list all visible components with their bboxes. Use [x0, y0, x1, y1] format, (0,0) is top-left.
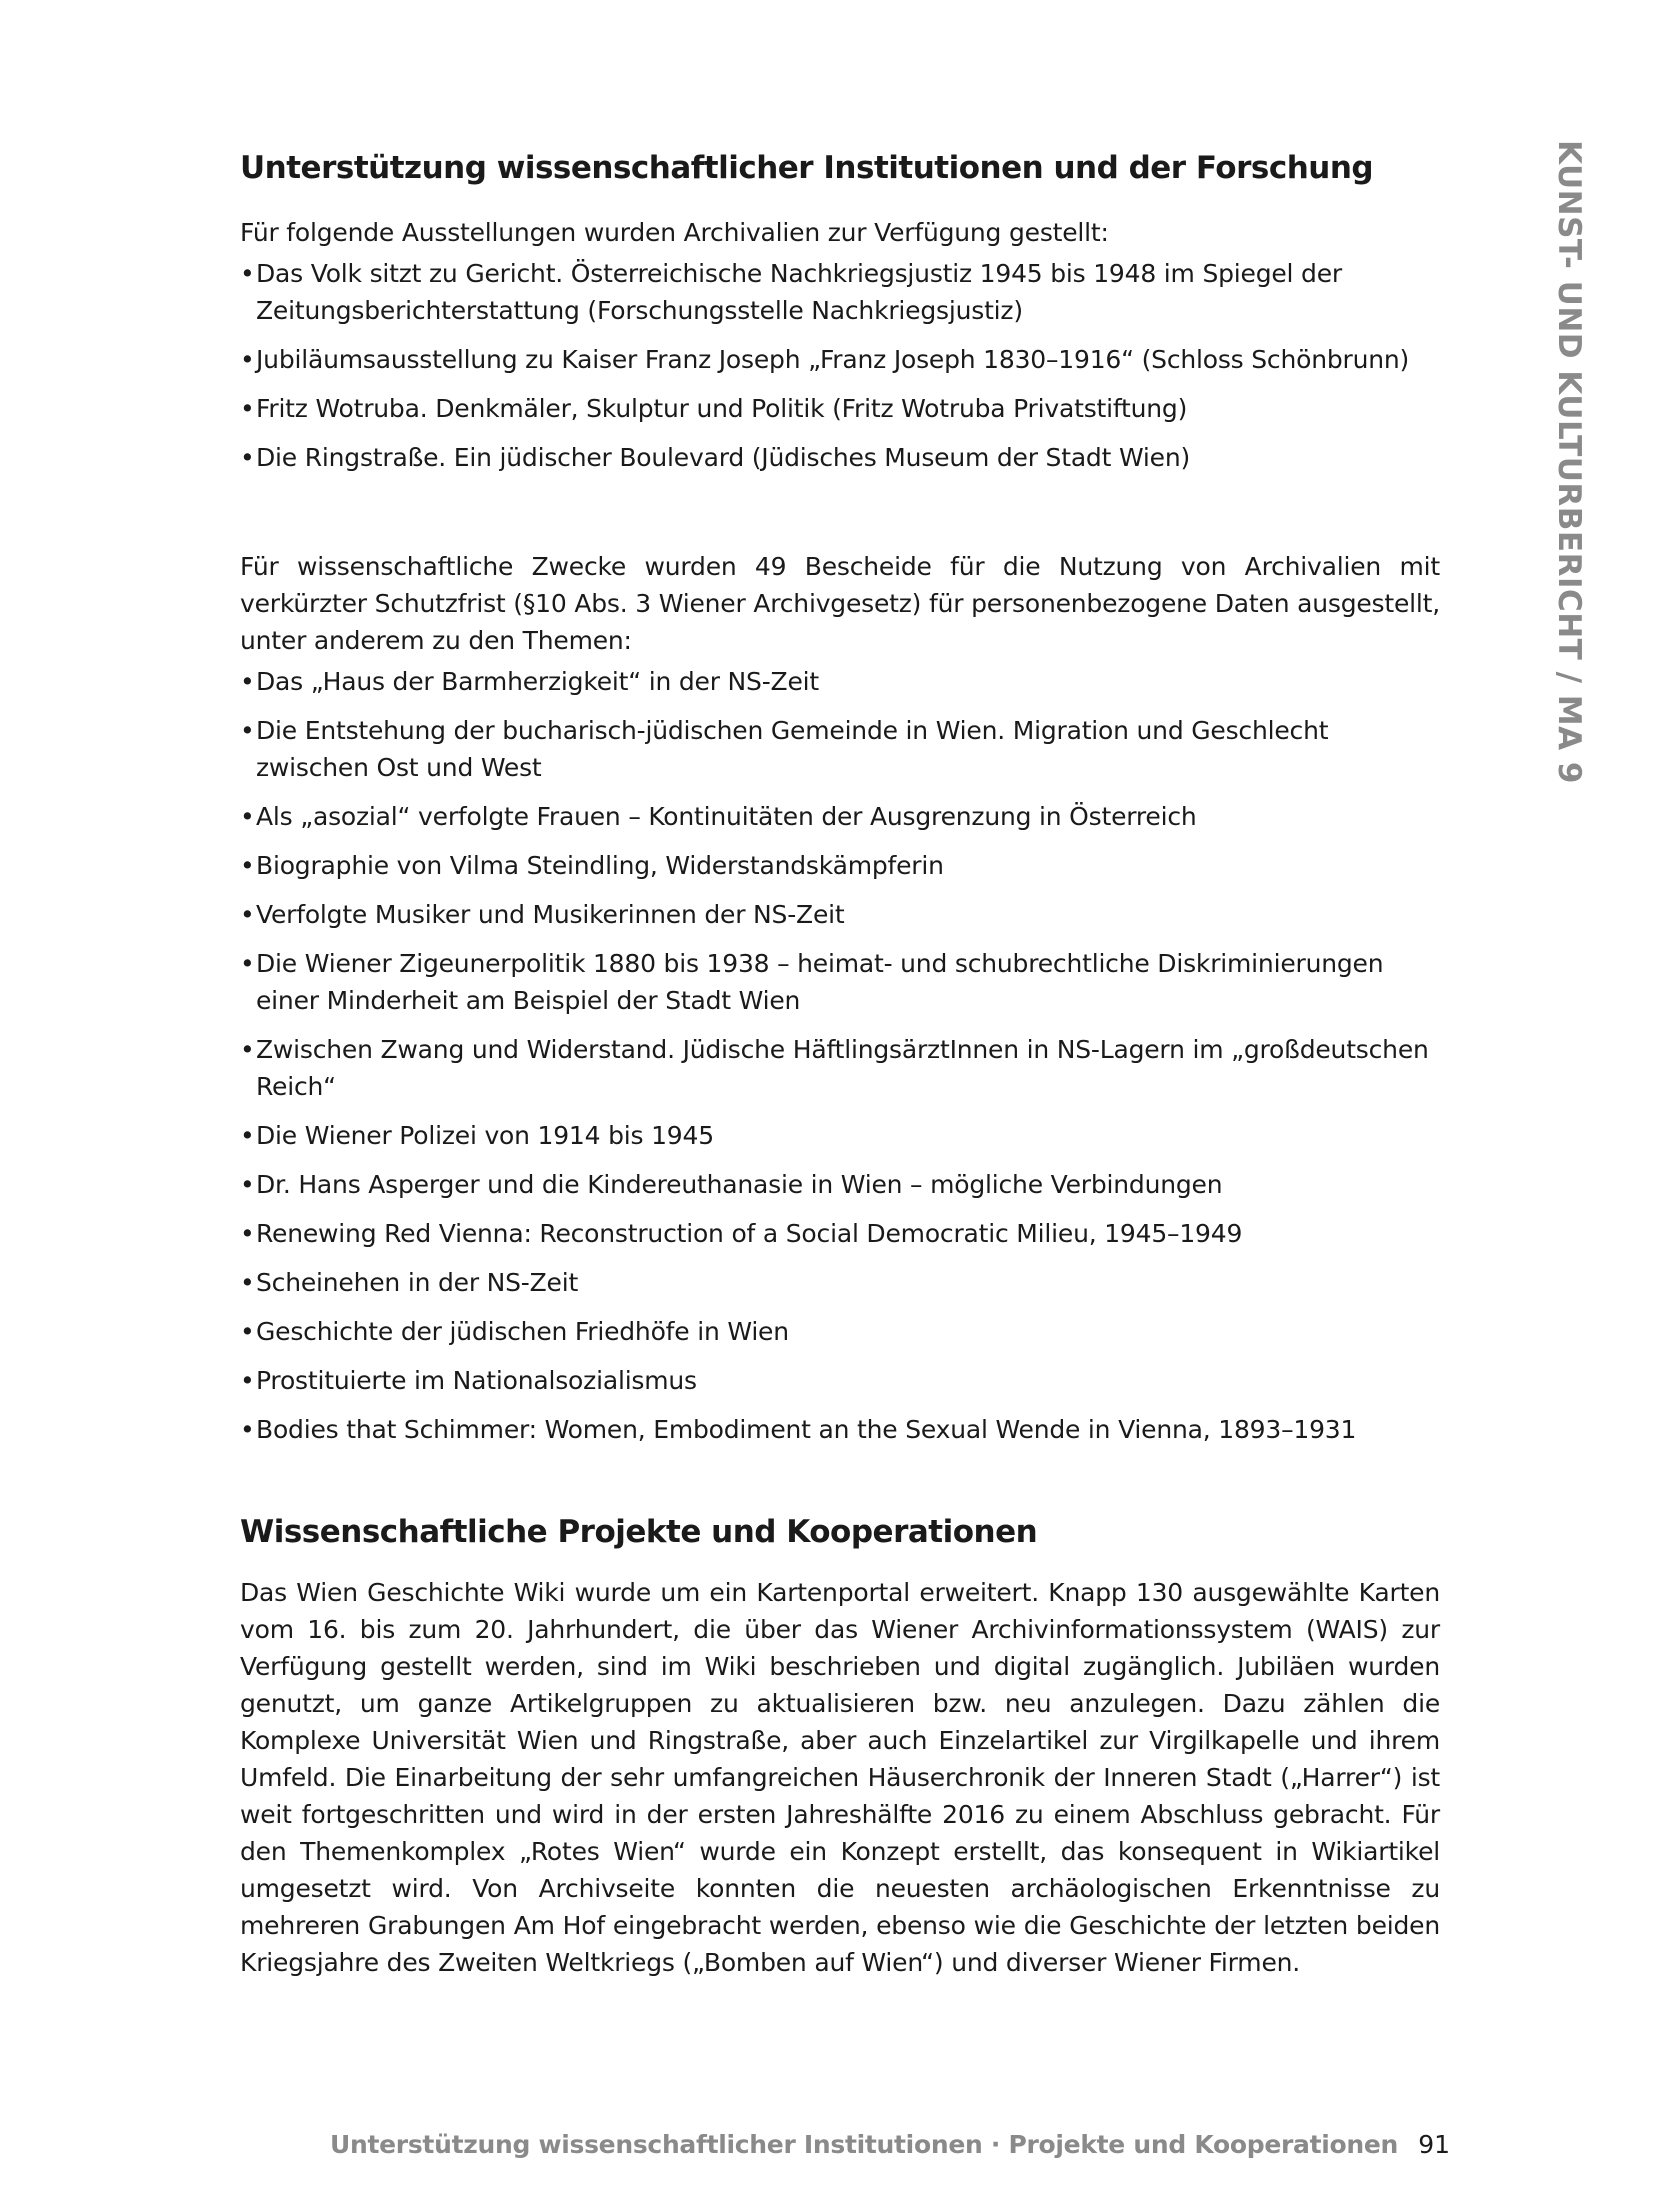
topic-item-text: Als „asozial“ verfolgte Frauen – Kontinuitäten der Ausgrenzung in Österreich — [256, 802, 1197, 831]
topic-item — [240, 1362, 1440, 1399]
topic-item — [240, 1031, 1440, 1105]
bullet-icon: • — [240, 1121, 255, 1150]
topic-item-text: Scheinehen in der NS-Zeit — [256, 1268, 579, 1297]
exhibition-item-text: Die Ringstraße. Ein jüdischer Boulevard (Jüdisches Museum der Stadt Wien) — [256, 443, 1191, 472]
exhibition-item — [240, 341, 1440, 378]
topic-item-text: Die Entstehung der bucharisch-jüdischen Gemeinde in Wien. Migration und Geschlecht zwischen Ost und West — [256, 716, 1329, 782]
projects-paragraph: Das Wien Geschichte Wiki wurde um ein Kartenportal erweitert. Knapp 130 ausgewählte Karten vom 16. bis zum 20. Jahrhundert, die über das Wiener Archivinformationssystem (WAIS) zur Verfügung gestellt werden, sind im Wiki beschrieben und digital zugänglich. Jubiläen wurden genutzt, um ganze Artikelgruppen zu aktualisieren bzw. neu anzulegen. Dazu zählen die Komplexe Universität Wien und Ringstraße, aber auch Einzelartikel zur Virgilkapelle und ihrem Umfeld. Die Einarbeitung der sehr umfangreichen Häuserchronik der Inneren Stadt („Harrer“) ist weit fortgeschritten und wird in der ersten Jahreshälfte 2016 zu einem Abschluss gebracht. Für den Themenkomplex „Rotes Wien“ wurde ein Konzept erstellt, das konsequent in Wikiartikel umgesetzt wird. Von Archivseite konnten die neuesten archäologischen Erkenntnisse zu mehreren Grabungen Am Hof eingebracht werden, ebenso wie die Geschichte der letzten beiden Kriegsjahre des Zweiten Weltkriegs („Bomben auf Wien“) und diverser Wiener Firmen. — [240, 1578, 1440, 1977]
bullet-icon: • — [240, 259, 255, 288]
topic-item — [240, 1264, 1440, 1301]
side-tab — [1547, 140, 1587, 784]
exhibition-item — [240, 255, 1440, 329]
exhibition-item-text: Jubiläumsausstellung zu Kaiser Franz Joseph „Franz Joseph 1830–1916“ (Schloss Schönbrunn) — [256, 345, 1410, 374]
exhibition-item-text: Fritz Wotruba. Denkmäler, Skulptur und Politik (Fritz Wotruba Privatstiftung) — [256, 394, 1188, 423]
bullet-icon: • — [240, 1170, 255, 1199]
bullet-icon: • — [240, 1317, 255, 1346]
topic-item — [240, 1117, 1440, 1154]
bullet-icon: • — [240, 1366, 255, 1395]
topic-item-text: Das „Haus der Barmherzigkeit“ in der NS-Zeit — [256, 667, 819, 696]
bullet-icon: • — [240, 443, 255, 472]
topic-item — [240, 1313, 1440, 1350]
topic-item — [240, 847, 1440, 884]
topic-item — [240, 663, 1440, 700]
topic-item-text: Die Wiener Zigeunerpolitik 1880 bis 1938 – heimat- und schubrechtliche Diskriminierungen einer Minderheit am Beispiel der Stadt Wien — [256, 949, 1384, 1015]
topic-item — [240, 712, 1440, 786]
bullet-icon: • — [240, 900, 255, 929]
section-heading-projects: Wissenschaftliche Projekte und Kooperationen — [240, 1514, 1038, 1550]
bullet-icon: • — [240, 802, 255, 831]
exhibition-item — [240, 439, 1440, 476]
topic-item — [240, 1411, 1440, 1448]
topic-item — [240, 1166, 1440, 1203]
bullet-icon: • — [240, 1268, 255, 1297]
exhibitions-intro: Für folgende Ausstellungen wurden Archivalien zur Verfügung gestellt: — [240, 218, 1109, 247]
topics-list — [240, 663, 1440, 1448]
bullet-icon: • — [240, 1219, 255, 1248]
exhibition-item-text: Das Volk sitzt zu Gericht. Österreichische Nachkriegsjustiz 1945 bis 1948 im Spiegel der Zeitungsberichterstattung (Forschungsstelle Nachkriegsjustiz) — [256, 259, 1342, 325]
exhibition-item — [240, 390, 1440, 427]
bullet-icon: • — [240, 394, 255, 423]
page-number: 91 — [1418, 2130, 1450, 2159]
bullet-icon: • — [240, 1415, 255, 1444]
page-content — [240, 140, 1440, 1981]
topic-item — [240, 896, 1440, 933]
topic-item — [240, 945, 1440, 1019]
bullet-icon: • — [240, 1035, 255, 1064]
side-tab-label: KUNST- UND KULTURBERICHT / MA 9 — [1551, 140, 1587, 784]
topic-item-text: Geschichte der jüdischen Friedhöfe in Wien — [256, 1317, 789, 1346]
bullet-icon: • — [240, 851, 255, 880]
topic-item — [240, 1215, 1440, 1252]
topic-item-text: Die Wiener Polizei von 1914 bis 1945 — [256, 1121, 714, 1150]
topic-item-text: Zwischen Zwang und Widerstand. Jüdische HäftlingsärztInnen in NS-Lagern im „großdeutschen Reich“ — [256, 1035, 1429, 1101]
research-intro: Für wissenschaftliche Zwecke wurden 49 Bescheide für die Nutzung von Archivalien mit verkürzter Schutzfrist (§10 Abs. 3 Wiener Archivgesetz) für personenbezogene Daten ausgestellt, unter anderem zu den Themen: — [240, 552, 1440, 655]
topic-item-text: Verfolgte Musiker und Musikerinnen der NS-Zeit — [256, 900, 845, 929]
topic-item-text: Renewing Red Vienna: Reconstruction of a Social Democratic Milieu, 1945–1949 — [256, 1219, 1243, 1248]
bullet-icon: • — [240, 716, 255, 745]
topic-item-text: Biographie von Vilma Steindling, Widerstandskämpferin — [256, 851, 944, 880]
topic-item-text: Bodies that Schimmer: Women, Embodiment an the Sexual Wende in Vienna, 1893–1931 — [256, 1415, 1357, 1444]
topic-item-text: Prostituierte im Nationalsozialismus — [256, 1366, 697, 1395]
topic-item — [240, 798, 1440, 835]
bullet-icon: • — [240, 667, 255, 696]
topic-item-text: Dr. Hans Asperger und die Kindereuthanasie in Wien – mögliche Verbindungen — [256, 1170, 1223, 1199]
bullet-icon: • — [240, 949, 255, 978]
exhibitions-list — [240, 255, 1440, 476]
footer-title: Unterstützung wissenschaftlicher Institutionen · Projekte und Kooperationen — [330, 2130, 1399, 2159]
section-heading-support: Unterstützung wissenschaftlicher Institutionen und der Forschung — [240, 150, 1374, 186]
bullet-icon: • — [240, 345, 255, 374]
